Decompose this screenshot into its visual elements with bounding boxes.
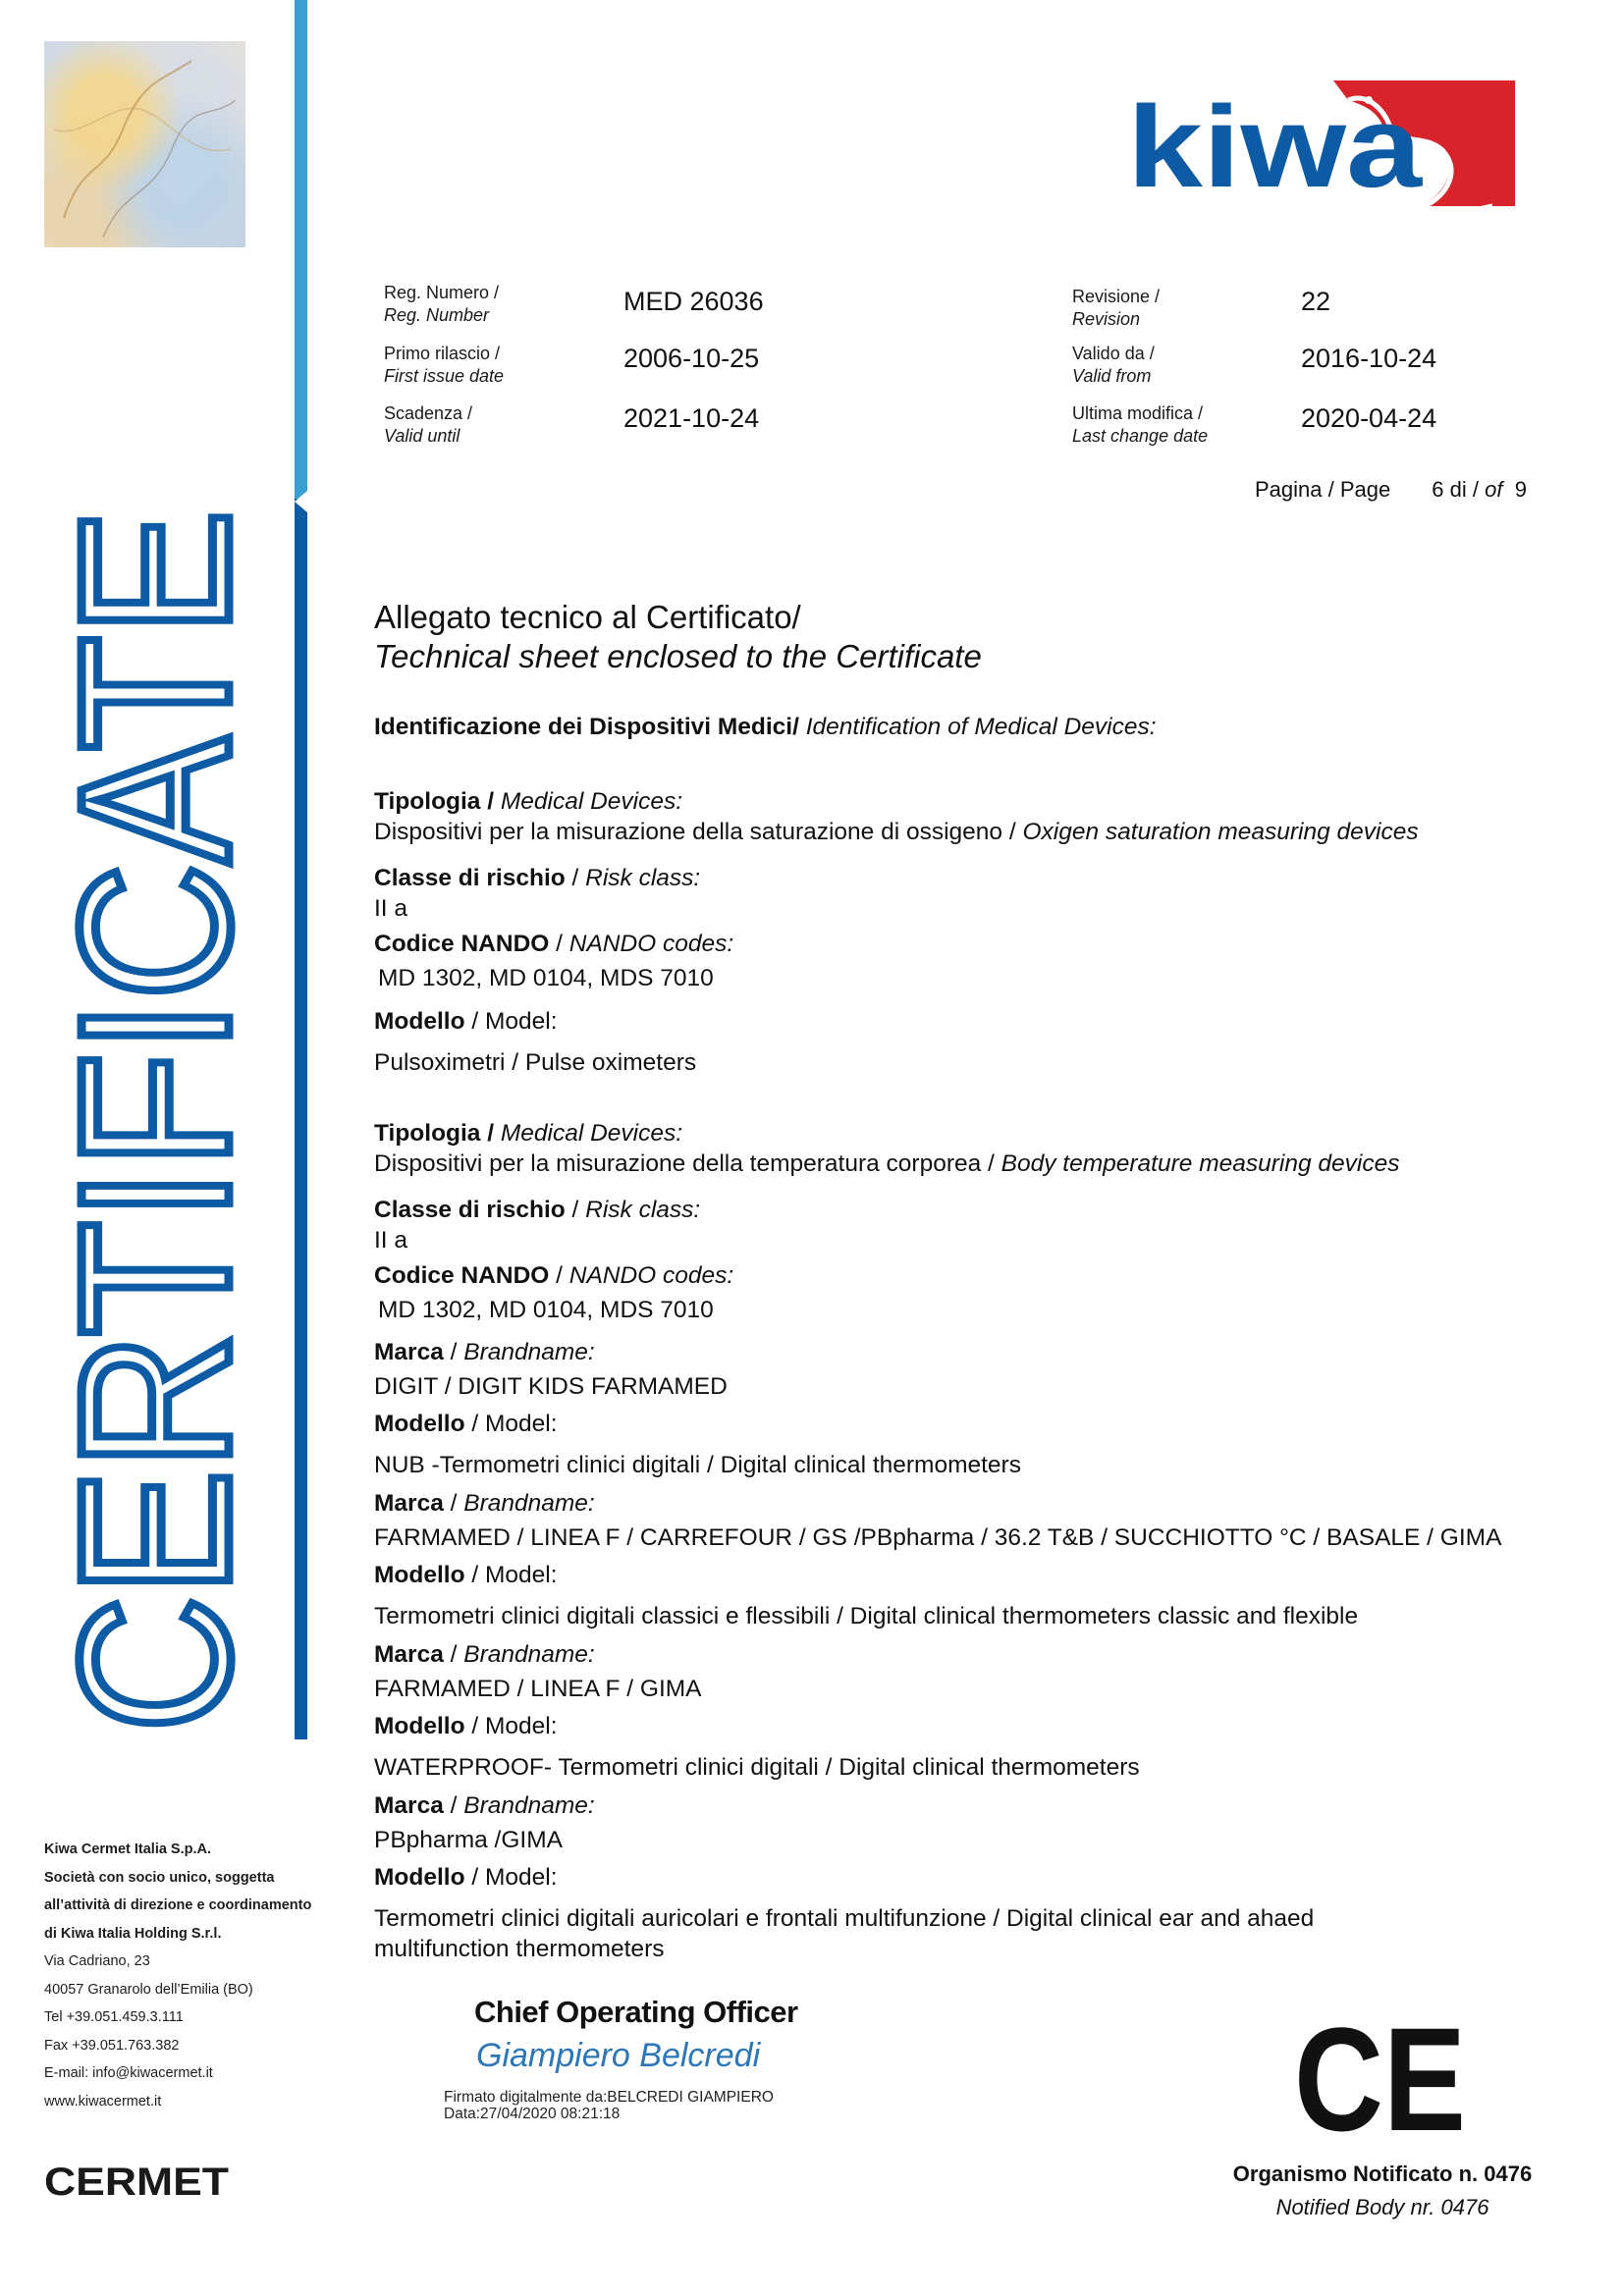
separator: / — [549, 1262, 569, 1289]
nando-codes-label — [374, 931, 733, 958]
risk-class-label — [374, 865, 700, 892]
risk-class-label — [374, 1197, 700, 1224]
label-bold: Modello — [374, 1562, 465, 1588]
risk-class-value: II a — [374, 895, 408, 922]
company-info — [44, 1836, 368, 2115]
page-label: Pagina / Page — [1255, 477, 1391, 502]
valid-from-value: 2016-10-24 — [1301, 344, 1437, 373]
label-italic: NANDO codes: — [568, 931, 734, 957]
label-italic: Risk class: — [585, 865, 701, 891]
model-value: WATERPROOF- Termometri clinici digitali / Digital clinical thermometers — [374, 1754, 1140, 1781]
signatory-name: Giampiero Belcredi — [476, 2037, 761, 2074]
valid-until-value: 2021-10-24 — [623, 403, 760, 433]
first-issue-value: 2006-10-25 — [623, 344, 760, 373]
label-it: Ultima modifica / — [1072, 403, 1204, 423]
brand-label — [374, 1339, 595, 1366]
label-bold: Codice NANDO — [374, 1262, 550, 1289]
label-plain: Model: — [484, 1008, 558, 1035]
separator: / — [443, 1490, 464, 1517]
digital-signature-line: Firmato digitalmente da:BELCREDI GIAMPIERO — [444, 2089, 774, 2106]
brand-value: FARMAMED / LINEA F / CARREFOUR / GS /PBpharma / 36.2 T&B / SUCCHIOTTO °C / BASALE / GIMA — [374, 1524, 1502, 1551]
label-italic: Medical Devices: — [500, 1120, 683, 1147]
separator: / — [443, 1792, 464, 1819]
risk-class-value: II a — [374, 1227, 408, 1254]
reg-number-label — [384, 282, 499, 327]
label-bold: Marca — [374, 1792, 444, 1819]
page-current: 6 — [1432, 477, 1444, 502]
svg-text:CE: CE — [1294, 1997, 1466, 2162]
separator: / — [464, 1008, 485, 1035]
label-italic: Brandname: — [463, 1490, 595, 1517]
valid-until-label — [384, 402, 472, 448]
label-plain: Model: — [484, 1562, 558, 1588]
model-label — [374, 1008, 558, 1036]
company-line: Società con socio unico, soggetta — [44, 1869, 275, 1886]
label-italic: NANDO codes: — [568, 1262, 734, 1289]
page-di: di / — [1449, 477, 1479, 502]
page-title: Allegato tecnico al Certificato/ — [374, 599, 801, 635]
separator: / — [565, 1197, 586, 1223]
digital-signature-note — [444, 2089, 774, 2122]
separator: / — [549, 931, 569, 957]
identification-it: Identificazione dei Dispositivi Medici/ — [374, 714, 799, 740]
label-bold: Classe di rischio — [374, 1197, 566, 1223]
identification-en: Identification of Medical Devices: — [805, 714, 1157, 740]
notified-body-en: Notified Body nr. 0476 — [1275, 2195, 1489, 2219]
company-address: 40057 Granarolo dell’Emilia (BO) — [44, 1981, 253, 1998]
label-bold: Marca — [374, 1641, 444, 1668]
page-indicator — [1255, 477, 1527, 503]
devices-en: Oxigen saturation measuring devices — [1022, 819, 1419, 845]
nando-codes-value: MD 1302, MD 0104, MDS 7010 — [378, 965, 714, 991]
separator: / — [443, 1339, 464, 1365]
model-label — [374, 1562, 558, 1589]
label-bold: Codice NANDO — [374, 931, 550, 957]
company-fax: Fax +39.051.763.382 — [44, 2037, 180, 2054]
notified-body — [1220, 2162, 1544, 2220]
company-line: all’attività di direzione e coordinamento — [44, 1897, 312, 1913]
model-value-continued: multifunction thermometers — [374, 1936, 665, 1962]
label-en: Valid from — [1072, 366, 1152, 386]
revision-label — [1072, 286, 1160, 331]
label-italic: Brandname: — [463, 1641, 595, 1668]
label-en: First issue date — [384, 366, 505, 386]
company-email: E-mail: info@kiwacermet.it — [44, 2065, 213, 2081]
nando-codes-label — [374, 1262, 733, 1290]
kiwa-logo — [1127, 71, 1520, 218]
model-value: Termometri clinici digitali auricolari e frontali multifunzione / Digital clinical ear and ahaed — [374, 1905, 1315, 1932]
label-italic: Brandname: — [463, 1339, 595, 1365]
device-type-label — [374, 1120, 682, 1148]
devices-en: Body temperature measuring devices — [1001, 1150, 1400, 1177]
device-type-value — [374, 819, 1419, 846]
label-plain: Model: — [484, 1411, 558, 1437]
label-bold: Marca — [374, 1339, 444, 1365]
model-label — [374, 1411, 558, 1438]
brand-value: PBpharma /GIMA — [374, 1827, 563, 1853]
label-bold: Marca — [374, 1490, 444, 1517]
separator: / — [565, 865, 586, 891]
page-total: 9 — [1514, 477, 1527, 502]
brand-value: DIGIT / DIGIT KIDS FARMAMED — [374, 1373, 728, 1400]
label-it: Scadenza / — [384, 403, 473, 423]
company-line: di Kiwa Italia Holding S.r.l. — [44, 1925, 222, 1942]
label-en: Reg. Number — [384, 305, 490, 325]
brand-label — [374, 1792, 595, 1820]
label-bold: Classe di rischio — [374, 865, 566, 891]
revision-value: 22 — [1301, 287, 1331, 316]
label-bold: Tipologia / — [374, 1120, 495, 1147]
model-value: Termometri clinici digitali classici e flessibili / Digital clinical thermometers classic and flexible — [374, 1603, 1359, 1629]
label-en: Revision — [1072, 309, 1141, 329]
cermet-logo — [44, 2162, 231, 2206]
company-name: Kiwa Cermet Italia S.p.A. — [44, 1842, 212, 1857]
label-italic: Risk class: — [585, 1197, 701, 1223]
device-type-value — [374, 1150, 1399, 1178]
label-it: Revisione / — [1072, 287, 1161, 306]
model-label — [374, 1713, 558, 1740]
label-it: Valido da / — [1072, 344, 1155, 363]
brand-value: FARMAMED / LINEA F / GIMA — [374, 1676, 702, 1702]
nando-codes-value: MD 1302, MD 0104, MDS 7010 — [378, 1297, 714, 1323]
company-website: www.kiwacermet.it — [44, 2093, 162, 2109]
label-plain: Model: — [484, 1713, 558, 1739]
identification-heading — [374, 714, 1157, 741]
svg-text:kiwa: kiwa — [1127, 82, 1424, 212]
digital-signature-date: Data:27/04/2020 08:21:18 — [444, 2106, 621, 2122]
reg-number-value: MED 26036 — [623, 287, 764, 316]
page-subtitle: Technical sheet enclosed to the Certificate — [374, 638, 982, 674]
notified-body-it: Organismo Notificato n. 0476 — [1232, 2162, 1533, 2186]
label-bold: Modello — [374, 1411, 465, 1437]
page-of: of — [1485, 477, 1503, 502]
valid-from-label — [1072, 343, 1155, 388]
label-bold: Modello — [374, 1864, 465, 1891]
model-value: Pulsoximetri / Pulse oximeters — [374, 1049, 697, 1076]
devices-it: Dispositivi per la misurazione della temperatura corporea / — [374, 1150, 1001, 1177]
label-plain: Model: — [484, 1864, 558, 1891]
signatory-role: Chief Operating Officer — [474, 1995, 798, 2029]
label-en: Valid until — [384, 426, 460, 446]
separator: / — [464, 1713, 485, 1739]
separator: / — [443, 1641, 464, 1668]
devices-it: Dispositivi per la misurazione della saturazione di ossigeno / — [374, 819, 1023, 845]
label-italic: Brandname: — [463, 1792, 595, 1819]
label-en: Last change date — [1072, 426, 1209, 446]
label-bold: Tipologia / — [374, 788, 495, 815]
company-address: Via Cadriano, 23 — [44, 1953, 150, 1969]
accent-bar-notch — [295, 491, 307, 512]
label-it: Reg. Numero / — [384, 283, 500, 302]
label-bold: Modello — [374, 1713, 465, 1739]
label-it: Primo rilascio / — [384, 344, 501, 363]
company-tel: Tel +39.051.459.3.111 — [44, 2009, 184, 2025]
svg-text:CERMET: CERMET — [44, 2161, 229, 2204]
brand-label — [374, 1490, 595, 1518]
label-italic: Medical Devices: — [500, 788, 683, 815]
model-label — [374, 1864, 558, 1892]
vertical-accent-bar — [295, 0, 307, 1739]
separator: / — [464, 1562, 485, 1588]
svg-text:CERTIFICATE: CERTIFICATE — [36, 348, 275, 1733]
certificate-vertical-word — [36, 348, 275, 1738]
separator: / — [464, 1411, 485, 1437]
ce-mark-icon — [1294, 1997, 1471, 2162]
last-change-value: 2020-04-24 — [1301, 403, 1437, 433]
last-change-label — [1072, 402, 1208, 448]
separator: / — [464, 1864, 485, 1891]
first-issue-label — [384, 343, 504, 388]
model-value: NUB -Termometri clinici digitali / Digital clinical thermometers — [374, 1452, 1021, 1478]
decorative-image — [44, 41, 245, 247]
label-bold: Modello — [374, 1008, 465, 1035]
device-type-label — [374, 788, 682, 816]
brand-label — [374, 1641, 595, 1669]
